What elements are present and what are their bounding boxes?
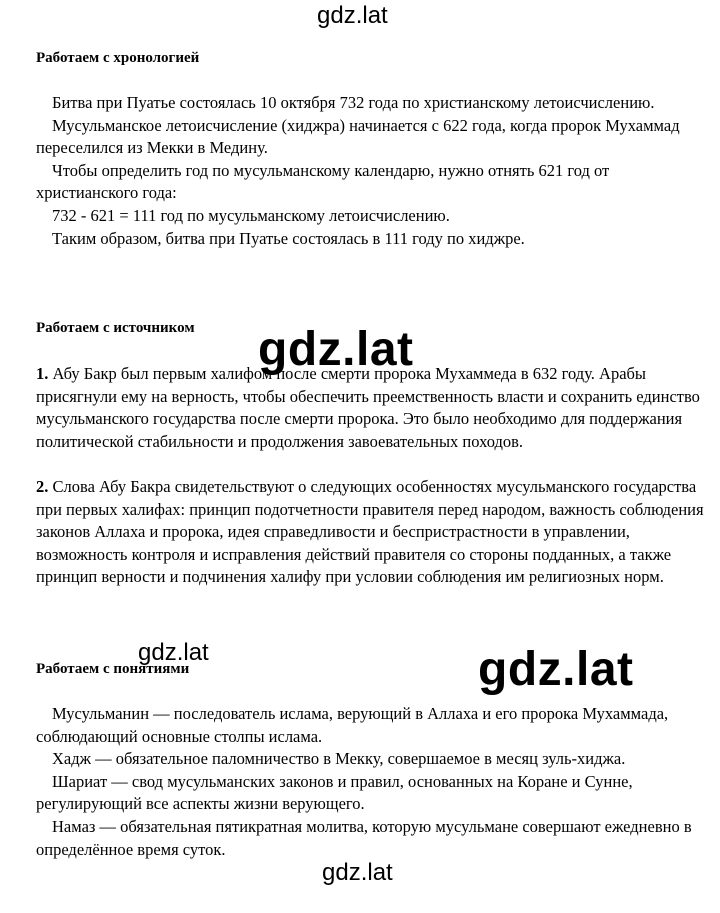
watermark-small: gdz.lat: [138, 639, 209, 666]
chronology-paragraph-3: Чтобы определить год по мусульманскому календарю, нужно отнять 621 год от христианского года:: [36, 160, 610, 203]
concepts-text: [36, 703, 706, 861]
watermark-top: gdz.lat: [317, 2, 388, 29]
source-answer-1-number: 1.: [36, 364, 49, 383]
chronology-paragraph-2: Мусульманское летоисчисление (хиджра) начинается с 622 года, когда пророк Мухаммад переселился из Мекки в Медину.: [36, 115, 680, 158]
source-answer-2-text: Слова Абу Бакра свидетельствуют о следующих особенностях мусульманского государства при первых халифах: принцип подотчетности правителя перед народом, важность соблюдения законов Аллаха и пророка, идея справедливости и беспристрастности в управлении, возможность контроля и исправления действий правителя со стороны подданных, а также принцип верности и подчинения халифу при условии соблюдения им религиозных норм.: [36, 477, 704, 587]
source-answer-2: [36, 476, 706, 589]
concept-hajj: Хадж — обязательное паломничество в Мекку, совершаемое в месяц зуль-хиджа.: [52, 749, 626, 769]
watermark-big: gdz.lat: [478, 643, 634, 696]
watermark-bottom: gdz.lat: [322, 859, 393, 886]
heading-concepts: Работаем с понятиями: [36, 661, 190, 677]
source-answer-2-number: 2.: [36, 477, 49, 496]
concept-sharia: Шариат — свод мусульманских законов и правил, основанных на Коране и Сунне, регулирующий все аспекты жизни верующего.: [36, 771, 633, 814]
chronology-paragraph-5: Таким образом, битва при Пуатье состоялась в 111 году по хиджре.: [52, 228, 525, 248]
chronology-text: [36, 92, 706, 250]
heading-chronology: Работаем с хронологией: [36, 50, 200, 66]
source-answer-1: [36, 363, 706, 453]
watermark-middle: gdz.lat: [258, 323, 414, 376]
concept-namaz: Намаз — обязательная пятикратная молитва, которую мусульмане совершают ежедневно в определённое время суток.: [36, 816, 692, 859]
concept-muslim: Мусульманин — последователь ислама, верующий в Аллаха и его пророка Мухаммада, соблюдающий основные столпы ислама.: [36, 704, 669, 746]
source-answer-1-text: Абу Бакр был первым халифом после смерти пророка Мухаммеда в 632 году. Арабы присягнули ему на верность, чтобы обеспечить преемственность власти и сохранить единство мусульманского государства после смерти пророка. Это было необходимо для поддержания политической стабильности и продолжения завоевательных походов.: [36, 364, 700, 451]
heading-sources: Работаем с источником: [36, 320, 195, 336]
chronology-paragraph-1: Битва при Пуатье состоялась 10 октября 732 года по христианскому летоисчислению.: [52, 93, 655, 112]
chronology-paragraph-4: 732 - 621 = 111 год по мусульманскому летоисчислению.: [52, 205, 450, 225]
